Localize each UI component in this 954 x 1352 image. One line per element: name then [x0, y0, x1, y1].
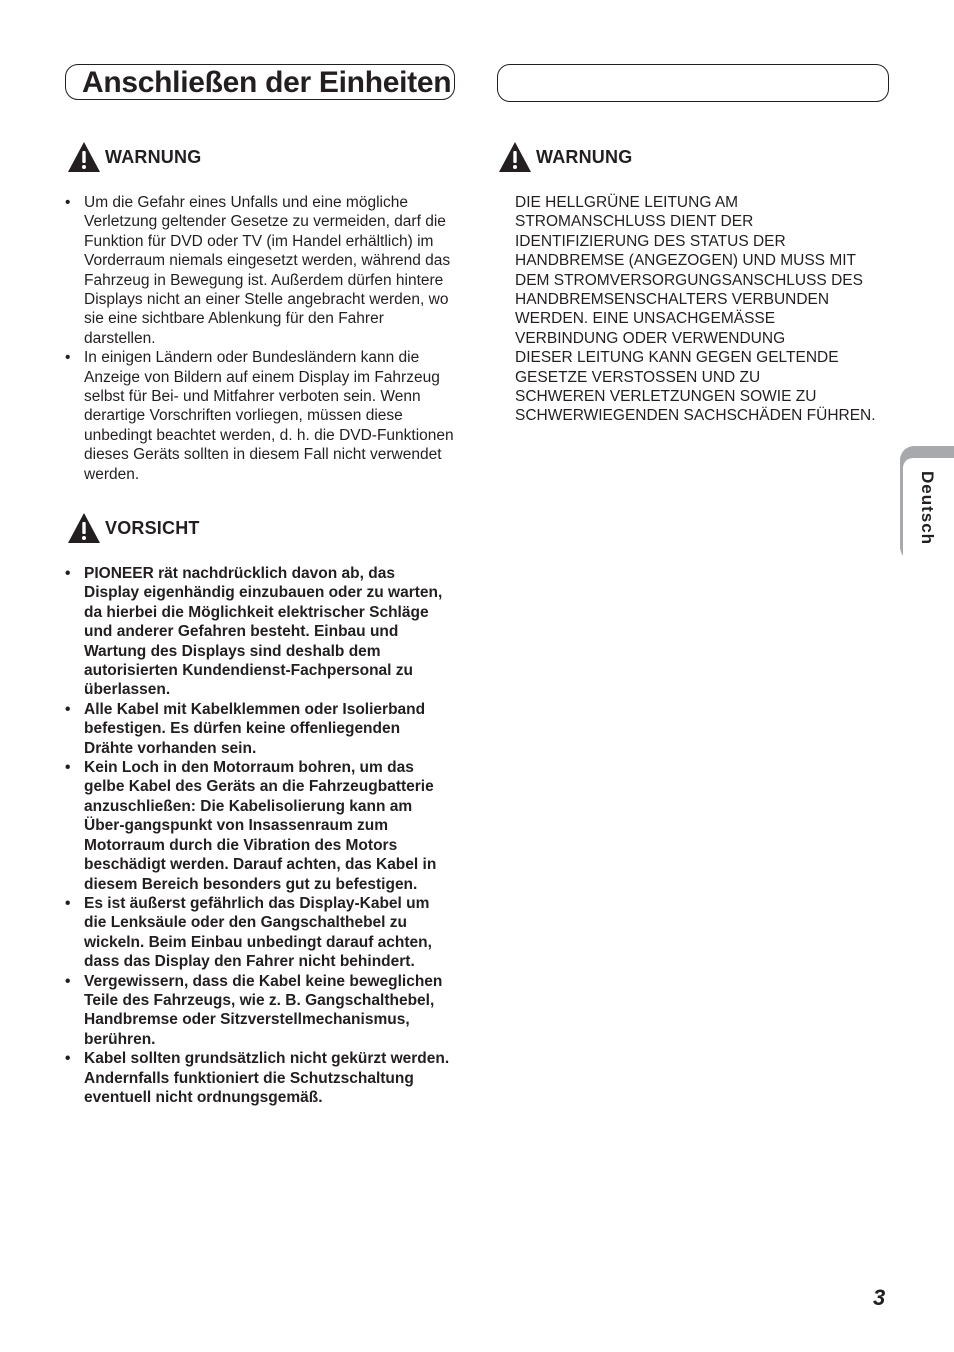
language-label: Deutsch [918, 470, 937, 546]
warning-heading-text: WARNUNG [536, 146, 633, 167]
warning-list [65, 193, 455, 484]
list-item: • Alle Kabel mit Kabelklemmen oder Isolierband befestigen. Es dürfen keine offenliegenden Drähte vorhanden sein. [65, 700, 450, 758]
warning-triangle-icon [67, 512, 101, 544]
list-item: • Um die Gefahr eines Unfalls und eine mögliche Verletzung geltender Gesetze zu vermeiden, darf die Funktion für DVD oder TV (im Handel erhältlich) im Vorderraum niemals eingesetzt werden, während das Fahrzeug in Bewegung ist. Außerdem dürfen hintere Displays nicht an einer Stelle angebracht werden, wo sie eine sichtbare Ablenkung für den Fahrer darstellen. [65, 193, 455, 348]
title-box [65, 64, 455, 100]
list-item: • In einigen Ländern oder Bundesländern kann die Anzeige von Bildern auf einem Display im Fahrzeug selbst für Bei- und Mitfahrer verboten sein. Wenn derartige Vorschriften vorliegen, müssen diese unbedingt beachtet werden, d. h. die DVD-Funktionen dieses Geräts sollten in diesem Fall nicht verwendet werden. [65, 348, 455, 484]
page-title: Anschließen der Einheiten [82, 66, 452, 99]
page-number: 3 [873, 1285, 886, 1310]
warning-heading-left [67, 141, 201, 173]
empty-title-box [497, 64, 889, 102]
warning-heading-right [498, 141, 632, 173]
warning-heading-text: WARNUNG [105, 146, 202, 167]
warning-triangle-icon [498, 141, 532, 173]
list-item: • Es ist äußerst gefährlich das Display-Kabel um die Lenksäule oder den Gangschalthebel zu wickeln. Beim Einbau unbedingt darauf achten, dass das Display den Fahrer nicht behindert. [65, 894, 450, 972]
caution-list [65, 564, 450, 1107]
list-item: • Kabel sollten grundsätzlich nicht gekürzt werden. Andernfalls funktioniert die Schutzschaltung eventuell nicht ordnungsgemäß. [65, 1049, 450, 1107]
warning-triangle-icon [67, 141, 101, 173]
list-item: • Kein Loch in den Motorraum bohren, um das gelbe Kabel des Geräts an die Fahrzeugbatterie anzuschließen: Die Kabelisolierung kann am Über-gangspunkt von Insassenraum zum Motorraum durch die Vibration des Motors beschädigt werden. Darauf achten, das Kabel in diesem Bereich besonders gut zu befestigen. [65, 758, 450, 894]
caution-heading-text: VORSICHT [105, 517, 200, 538]
caution-heading [67, 512, 200, 544]
list-item: • Vergewissern, dass die Kabel keine beweglichen Teile des Fahrzeugs, wie z. B. Gangschalthebel, Handbremse oder Sitzverstellmechanismus, berühren. [65, 972, 450, 1050]
list-item: • PIONEER rät nachdrücklich davon ab, das Display eigenhändig einzubauen oder zu warten, da hierbei die Möglichkeit elektrischer Schläge und anderer Gefahren besteht. Einbau und Wartung des Displays sind deshalb dem autorisierten Kundendienst-Fachpersonal zu überlassen. [65, 564, 450, 700]
warning-caps-text: DIE HELLGRÜNE LEITUNG AM STROMANSCHLUSS DIENT DER IDENTIFIZIERUNG DES STATUS DER HANDBREMSE (ANGEZOGEN) UND MUSS MIT DEM STROMVERSORGUNGSANSCHLUSS DES HANDBREMSENSCHALTERS VERBUNDEN WERDEN. EINE UNSACHGEMÄSSE VERBINDUNG ODER VERWENDUNG DIESER LEITUNG KANN GEGEN GELTENDE GESETZE VERSTOSSEN UND ZU SCHWEREN VERLETZUNGEN SOWIE ZU SCHWERWIEGENDEN SACHSCHÄDEN FÜHREN. [515, 194, 876, 425]
